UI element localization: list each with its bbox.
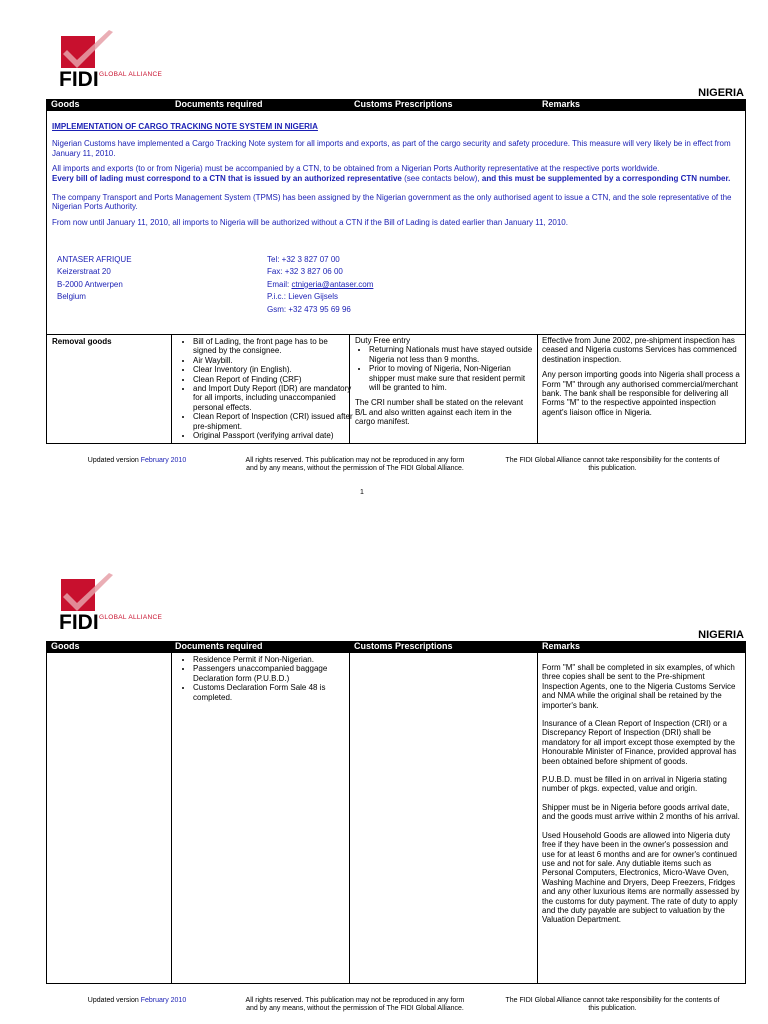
remark-paragraph: Shipper must be in Nigeria before goods arrival date, and the goods must arrive within 2 months of his arrival.: [542, 802, 740, 822]
goods-label: Removal goods: [52, 337, 112, 346]
contact-email: Email: ctnigeria@antaser.com: [267, 279, 374, 289]
notice-title: IMPLEMENTATION OF CARGO TRACKING NOTE SYSTEM IN NIGERIA: [52, 122, 318, 131]
cargo-notice: [46, 110, 746, 335]
contact-gsm: Gsm: +32 473 95 69 96: [267, 304, 351, 314]
svg-text:GLOBAL ALLIANCE: GLOBAL ALLIANCE: [99, 614, 163, 621]
customs-prescriptions: [355, 336, 533, 427]
remarks: [542, 663, 740, 925]
fidi-logo-icon: [55, 573, 165, 635]
list-item: • Clean Report of Finding (CRF): [193, 375, 353, 384]
svg-text:FIDI: FIDI: [59, 611, 99, 634]
table-header: [46, 641, 746, 652]
header-remarks: Remarks: [542, 641, 581, 651]
header-goods: Goods: [51, 641, 80, 651]
table-header: [46, 99, 746, 110]
header-remarks: Remarks: [542, 99, 581, 109]
list-item: • Passengers unaccompanied baggage Declaration form (P.U.B.D.): [193, 664, 353, 683]
contact-address: ANTASER AFRIQUE Keizerstraat 20 B-2000 Antwerpen Belgium: [57, 255, 132, 302]
list-item: • Clean Report of Inspection (CRI) issued after pre-shipment.: [193, 412, 353, 431]
list-item: • Clear Inventory (in English).: [193, 365, 353, 374]
continued-row: [46, 652, 746, 984]
header-documents: Documents required: [175, 641, 263, 651]
header-customs: Customs Prescriptions: [354, 641, 453, 651]
remark-paragraph: Any person importing goods into Nigeria shall process a Form "M" through any authorised commercial/merchant bank. The bank shall be responsible for delivering all Forms "M" to the respective appointed inspection agent's liaison office in Nigeria.: [542, 370, 740, 417]
page-number: 1: [360, 489, 364, 496]
country-title: NIGERIA: [698, 87, 744, 99]
contact-fax: Fax: +32 3 827 06 00: [267, 267, 343, 277]
notice-paragraph-4: From now until January 11, 2010, all imports to Nigeria will be authorized without a CTN if the Bill of Lading is dated earlier than January 11, 2010.: [52, 217, 568, 227]
remark-paragraph: Insurance of a Clean Report of Inspection (CRI) or a Discrepancy Report of Inspection (DRI) shall be mandatory for all import except those exempted by the Honourable Minister of Finance, provided approval has been obtained before shipment of goods.: [542, 719, 737, 766]
remark-paragraph: Effective from June 2002, pre-shipment inspection has ceased and Nigeria customs Services has commenced destination inspection.: [542, 336, 737, 364]
footer-rights: All rights reserved. This publication may not be reproduced in any form and by any means, without the permission of The FIDI Global Alliance.: [245, 457, 465, 472]
removal-goods-row: [46, 334, 746, 444]
email-link[interactable]: ctnigeria@antaser.com: [291, 279, 374, 289]
notice-paragraph-3: The company Transport and Ports Management System (TPMS) has been assigned by the Nigerian government as the only authorised agent to issue a CTN, and the sole representative of the Nigerian Ports Authority.: [52, 193, 732, 212]
list-item: • Bill of Lading, the front page has to be signed by the consignee.: [193, 337, 353, 356]
list-item: • Returning Nationals must have stayed outside Nigeria not less than 9 months.: [369, 345, 533, 364]
footer-disclaimer: The FIDI Global Alliance cannot take responsibility for the contents of this publication.: [505, 997, 720, 1012]
country-title: NIGERIA: [698, 629, 744, 641]
remark-paragraph: Used Household Goods are allowed into Nigeria duty free if they have been in the owner's possession and use for at least 6 months and are for owner's continued use and not for sale. Any dutiable items such as Personal Computers, Electronics, Micro-Wave Oven, Washing Machine and Dryers, Deep Freezers, Fridges and any other luxurious items are normally assessed by the customs for duty payment. The rate of duty to apply and the duty payable are subject to valuation by the Valuation Department.: [542, 830, 740, 925]
svg-text:FIDI: FIDI: [59, 68, 99, 91]
customs-title: Duty Free entry: [355, 336, 411, 345]
contact-tel: Tel: +32 3 827 07 00: [267, 255, 340, 264]
list-item: • Residence Permit if Non-Nigerian.: [193, 655, 353, 664]
footer-updated: Updated version February 2010: [87, 997, 187, 1004]
footer-updated: Updated version February 2010: [87, 457, 187, 464]
header-goods: Goods: [51, 99, 80, 109]
remark-paragraph: Form "M" shall be completed in six examples, of which three copies shall be sent to the Pre-shipment Inspection Agents, one to the Nigeria Customs Service and NMA while the original shall be retained by the importer's bank.: [542, 663, 736, 710]
header-documents: Documents required: [175, 99, 263, 109]
list-item: • Prior to moving of Nigeria, Non-Nigerian shipper must make sure that resident permit will be granted to him.: [369, 364, 533, 392]
documents-list: [179, 337, 353, 440]
svg-text:GLOBAL ALLIANCE: GLOBAL ALLIANCE: [99, 71, 163, 78]
contact-pic: P.i.c.: Lieven Gijsels: [267, 292, 338, 302]
list-item: • Air Waybill.: [193, 356, 353, 365]
page-2: [0, 543, 768, 1024]
notice-paragraph-1: Nigerian Customs have implemented a Cargo Tracking Note system for all imports and exports, as part of the cargo security and safety procedure. This measure will very likely be in effect from January 11, 2010.: [52, 139, 731, 158]
list-item: • Customs Declaration Form Sale 48 is completed.: [193, 683, 353, 702]
footer-disclaimer: The FIDI Global Alliance cannot take responsibility for the contents of this publication.: [505, 457, 720, 472]
documents-list: [179, 655, 353, 702]
header-customs: Customs Prescriptions: [354, 99, 453, 109]
footer-rights: All rights reserved. This publication may not be reproduced in any form and by any means, without the permission of The FIDI Global Alliance.: [245, 997, 465, 1012]
fidi-logo: [55, 30, 165, 92]
remark-paragraph: P.U.B.D. must be filled in on arrival in Nigeria stating number of pkgs. expected, value and origin.: [542, 775, 727, 794]
list-item: • and Import Duty Report (IDR) are mandatory for all imports, including unaccompanied personal effects.: [193, 384, 353, 412]
contact-details: [267, 254, 527, 316]
customs-note: The CRI number shall be stated on the relevant B/L and also written against each item in the cargo manifest.: [355, 398, 524, 427]
fidi-logo: [55, 573, 165, 635]
fidi-logo-icon: [55, 30, 165, 92]
remarks: [542, 336, 740, 417]
notice-paragraph-2: All imports and exports (to or from Nigeria) must be accompanied by a CTN, to be obtained from a Nigerian Ports Authority representative at the respective ports worldwide. Every bill of lading must correspond to a CTN that is issued by an authorized representative (see contacts below), and this must be supplemented by a corresponding CTN number.: [52, 164, 731, 183]
list-item: • Original Passport (verifying arrival date): [193, 431, 353, 440]
